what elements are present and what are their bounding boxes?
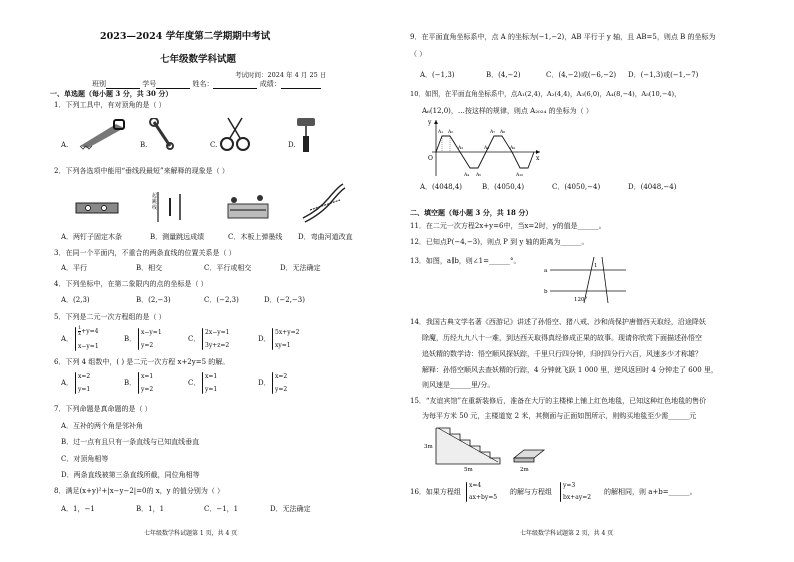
id-field[interactable]: [156, 81, 190, 89]
q9-option-d[interactable]: D．(−1,3)或(−1,−7): [628, 71, 699, 79]
q5-c-line1: 2x−y=1: [205, 329, 230, 336]
q8-option-b[interactable]: B．1，1: [136, 505, 165, 513]
q3-option-c[interactable]: C．平行或相交: [204, 264, 252, 272]
question-1: 1．下列工具中，有对顶角的是（ ）: [54, 101, 166, 109]
question-4: 4．下列坐标中，在第二象限内的点的坐标是（ ）: [54, 280, 208, 288]
class-label: 班别: [92, 80, 106, 88]
q10-option-d[interactable]: D．(4048,−4): [628, 183, 677, 191]
q5-b-line2: y=2: [141, 342, 154, 349]
id-label: 学号: [142, 80, 157, 88]
question-14-line5: 则风速是______里/分。: [422, 381, 495, 389]
q8-option-d[interactable]: D．无法确定: [270, 505, 311, 513]
q1-option-a[interactable]: A.: [61, 141, 69, 149]
q7-option-b[interactable]: B．过一点有且只有一条直线与已知直线垂直: [61, 438, 200, 446]
river-map-icon: [300, 182, 350, 224]
exam-title: 2023—2024 学年度第二学期期中考试: [100, 31, 271, 42]
ink-line-icon: [226, 192, 270, 222]
brace: [75, 372, 76, 394]
fraction: $\frac{1}{x}$: [78, 325, 82, 337]
question-14-line3: 追妖精的数学诗：悟空顺风探妖踪，千里只行四分钟，归时四分行六百，风速多少才称雄？: [422, 350, 702, 358]
name-label: 姓名：: [192, 80, 214, 88]
student-info-row: [92, 80, 321, 89]
q5-option-b-label[interactable]: B．: [124, 335, 137, 343]
q8-option-a[interactable]: A．1，−1: [61, 505, 95, 513]
question-7: 7．下列命题是真命题的是（ ）: [54, 405, 152, 413]
q6-b-line1: x=1: [141, 373, 154, 380]
q4-option-a[interactable]: A．(2,3): [61, 296, 90, 304]
score-label: 成绩：: [259, 80, 281, 88]
brace: [272, 328, 273, 350]
q5-d-line1: 5x+y=2: [275, 329, 300, 336]
q9-answer-paren: （ ）: [410, 50, 427, 58]
q1-option-b[interactable]: B.: [140, 141, 148, 149]
question-10-line1: 10．如图，在平面直角坐标系中，点A₁(2,4)，A₂(4,4)，A₃(6,0)，A₄(8,−4)，A₅(10,−4)，: [410, 90, 681, 98]
question-6: 6．下列 4 组数中，( ) 是二元一次方程 x+2y=5 的解。: [54, 358, 230, 366]
class-field[interactable]: [106, 81, 140, 89]
q5-option-d-label[interactable]: D．: [258, 335, 271, 343]
line-b-label: b: [544, 289, 548, 295]
section-heading: 二、填空题（每小题 3 分，共 18 分）: [410, 208, 533, 217]
question-5: 5．下列是二元一次方程组的是（ ）: [54, 313, 166, 321]
q10-option-c[interactable]: C．(4050,−4): [552, 183, 601, 191]
q5-a-line1: $\frac{1}{x}$ +y=4: [78, 325, 99, 337]
question-14-line1: 14．我国古典文学名著《西游记》讲述了孙悟空、猪八戒、沙和尚保护唐僧西天取经，沿途降妖: [410, 318, 706, 326]
q4-option-d[interactable]: D．(−2,−3): [264, 296, 305, 304]
paint-roller-icon: [294, 116, 318, 154]
brace: [138, 372, 139, 394]
q6-option-a-label[interactable]: A．: [61, 379, 74, 387]
saw-icon: [76, 118, 128, 150]
angle-120-label: 120°: [574, 297, 588, 303]
q16-system2-line1: y=3: [563, 482, 576, 489]
staircase-front-figure: [510, 444, 550, 472]
q5-a-line2: x−y=1: [78, 343, 99, 350]
q4-option-b[interactable]: B．(2,−3): [136, 296, 171, 304]
q10-option-b[interactable]: B．(4050,4): [482, 183, 525, 191]
q6-c-line1: x=1: [205, 373, 218, 380]
q3-option-b[interactable]: B．相交: [136, 264, 163, 272]
q16-system1-line1: x=4: [469, 482, 482, 489]
section-heading: 一、单选题（每小题 3 分，共 30 分）: [50, 89, 173, 98]
question-14-line2: 除魔，历经九九八十一难，到达西天取得真经修成正果的故事。现请你欣赏下面描述孙悟空: [422, 334, 702, 342]
name-field[interactable]: [213, 81, 257, 89]
q6-a-line2: y=1: [78, 386, 91, 393]
exam-subtitle: 七年级数学科试题: [160, 54, 237, 65]
question-9: 9．在平面直角坐标系中，点 A 的坐标为(−1,−2)，AB 平行于 y 轴，且 AB=5，则点 B 的坐标为: [410, 33, 716, 41]
question-3: 3．在同一个平面内，不重合的两条直线的位置关系是（ ）: [54, 249, 236, 257]
angle-1-label: 1: [594, 263, 598, 269]
parallel-lines-figure: [542, 255, 632, 305]
graph-point-a9: A₉: [510, 146, 516, 151]
question-13: 13．如图，a∥b，则∠1=______°。: [410, 257, 521, 265]
question-14-line4: 解释：孙悟空顺风去查妖精的行踪，4 分钟就飞跃 1 000 里，逆风返回时 4 分钟走了 600 里，: [422, 366, 718, 374]
q6-d-line1: x=2: [275, 373, 288, 380]
q5-d-line2: xy=1: [275, 342, 291, 349]
q3-option-d[interactable]: D．无法确定: [280, 264, 321, 272]
q2-option-a[interactable]: A．两钉子固定木条: [61, 233, 123, 241]
q3-option-a[interactable]: A．平行: [61, 264, 88, 272]
q8-option-c[interactable]: C．−1，1: [204, 505, 239, 513]
q9-option-c[interactable]: C．(4,−2)或(−6,−2): [546, 71, 617, 79]
brace: [466, 482, 467, 502]
graph-y-label: y: [428, 119, 432, 126]
q4-option-c[interactable]: C．(−2,3): [204, 296, 239, 304]
q7-option-c[interactable]: C．对顶角相等: [61, 455, 109, 463]
q7-option-a[interactable]: A．互补的两个角是邻补角: [61, 422, 144, 430]
q9-option-a[interactable]: A．(−1,3): [420, 71, 455, 79]
question-15-line1: 15．“友谊宾馆”在重新装修后，准备在大厅的主楼梯上铺上红色地毯，已知这种红色地毯的售价: [410, 397, 707, 405]
staircase-side-figure: [424, 424, 504, 472]
question-15-line2: 为每平方米 50 元，主楼道宽 2 米，其侧面与正面如图所示，则购买地毯至少需______元: [422, 412, 697, 420]
scissors-icon: [218, 116, 252, 152]
question-10-line2: A₆(12,0)，…按这样的规律，则点 A₂₀₂₄ 的坐标为（ ）: [422, 107, 593, 115]
q1-option-c[interactable]: C.: [210, 141, 218, 149]
q5-b-line1: x−y=1: [141, 329, 162, 336]
graph-point-a1: A₁: [438, 130, 444, 135]
q6-a-line1: x=2: [78, 373, 91, 380]
zigzag-graph: [420, 118, 546, 178]
wrench-icon: [148, 118, 176, 150]
score-field[interactable]: [281, 81, 321, 89]
brace: [75, 327, 76, 351]
exam-page-2: [400, 0, 794, 562]
q9-option-b[interactable]: B．(4,−2): [486, 71, 521, 79]
q7-option-d[interactable]: D．两条直线被第三条直线所截，同位角相等: [61, 471, 200, 479]
q16-system1-line2: ax+by=5: [469, 494, 498, 501]
brace: [560, 482, 561, 502]
question-12: 12．已知点P(−4,−3)，则点 P 到 y 轴的距离为______。: [410, 238, 589, 246]
q6-c-line2: y=1: [205, 386, 218, 393]
q5-c-line2: 3y+z=2: [205, 342, 230, 349]
depth-label: 2m: [520, 467, 529, 472]
brace: [138, 328, 139, 350]
q5-option-c-label[interactable]: C．: [188, 335, 201, 343]
exam-time: 考试时间：2024 年 4 月 25 日: [235, 71, 327, 79]
question-16-tail: 的解相同，则 a+b=______。: [604, 488, 697, 496]
q6-option-d-label[interactable]: D．: [258, 379, 271, 387]
graph-point-a7: A₇: [490, 130, 496, 135]
question-16-mid: 的解与方程组: [510, 488, 552, 496]
graph-point-a5: A₅: [476, 173, 482, 178]
q6-b-line2: y=2: [141, 386, 154, 393]
question-11: 11．在二元一次方程2x+y=6中，当x=2时，y的值是______。: [410, 222, 606, 230]
height-label: 3m: [424, 444, 433, 450]
question-8: 8．满足(x+y)²+|x−y−2|=0的 x，y 的值分别为（ ）: [54, 487, 225, 495]
q2-option-b[interactable]: B．测量跳远成绩: [150, 233, 205, 241]
brace: [202, 328, 203, 350]
graph-origin-label: O: [428, 155, 433, 162]
graph-point-a10: A₁₀: [516, 173, 523, 178]
graph-point-a3: A₃: [458, 146, 464, 151]
q16-system2-line2: bx+ay=2: [563, 494, 592, 501]
page-footer: 七年级数学科试题第 2 页，共 4 页: [520, 530, 614, 537]
graph-point-a8: A₈: [500, 130, 506, 135]
brace: [272, 372, 273, 394]
q6-option-b-label[interactable]: B．: [124, 379, 137, 387]
width-label: 5m: [464, 467, 473, 472]
graph-point-a6: A₆: [484, 146, 490, 151]
graph-point-a2: A₂: [448, 130, 454, 135]
jump-line-label: 起跳线: [152, 193, 158, 211]
q5-option-a-label[interactable]: A．: [61, 335, 74, 343]
line-a-label: a: [544, 268, 548, 274]
graph-point-a4: A₄: [464, 173, 470, 178]
q2-option-d[interactable]: D．弯曲河道改直: [298, 233, 353, 241]
question-2: 2．下列各选项中能用“垂线段最短”来解释的现象是（ ）: [54, 167, 229, 175]
q6-option-c-label[interactable]: C．: [188, 379, 201, 387]
q6-d-line2: y=2: [275, 386, 288, 393]
q10-option-a[interactable]: A．(4048,4): [420, 183, 463, 191]
nailed-strip-icon: [74, 200, 120, 216]
page-footer: 七年级数学科试题第 1 页，共 4 页: [144, 530, 238, 537]
q2-option-c[interactable]: C．木板上弹墨线: [228, 233, 283, 241]
graph-x-label: x: [536, 155, 540, 162]
question-16-lead: 16．如果方程组: [410, 488, 461, 496]
q1-option-d[interactable]: D.: [288, 141, 296, 149]
brace: [202, 372, 203, 394]
